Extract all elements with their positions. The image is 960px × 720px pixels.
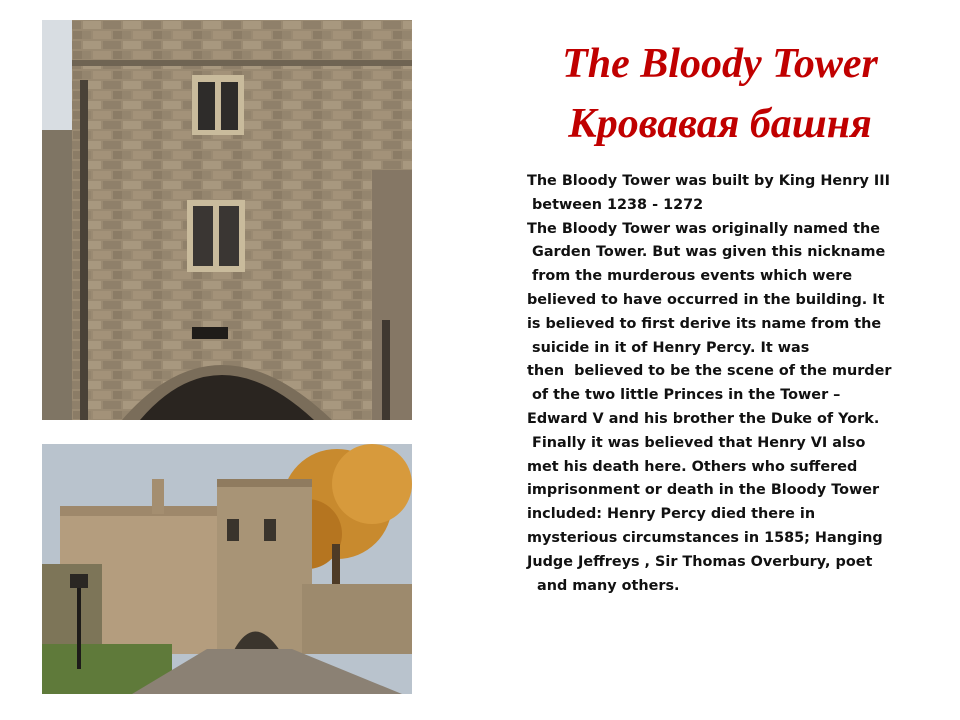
text-line: and many others. [527, 577, 680, 594]
text-line: believed to have occurred in the building. It [527, 291, 885, 308]
text-line: suicide in it of Henry Percy. It was [527, 339, 810, 356]
text-line: Garden Tower. But was given this nickname [527, 244, 886, 261]
text-line: is believed to first derive its name from the [527, 315, 882, 332]
tower-exterior-photo [42, 444, 412, 694]
text-line: Judge Jeffreys , Sir Thomas Overbury, poet [527, 553, 873, 570]
text-line: mysterious circumstances in 1585; Hanging [527, 529, 883, 546]
text-line: from the murderous events which were [527, 268, 853, 285]
text-line: The Bloody Tower was originally named the [527, 220, 880, 237]
text-line: Edward V and his brother the Duke of York. [527, 410, 880, 427]
title-english: The Bloody Tower [562, 41, 878, 87]
text-line: included: Henry Percy died there in [527, 506, 816, 523]
text-line: then believed to be the scene of the murder [527, 363, 892, 380]
description-text [527, 170, 937, 598]
title-russian: Кровавая башня [568, 101, 872, 147]
text-line: imprisonment or death in the Bloody Tower [527, 482, 880, 499]
text-line: Finally it was believed that Henry VI also [527, 434, 866, 451]
text-line: of the two little Princes in the Tower – [527, 387, 841, 404]
text-line: met his death here. Others who suffered [527, 458, 858, 475]
text-line: between 1238 - 1272 [527, 196, 704, 213]
text-line: The Bloody Tower was built by King Henry III [527, 173, 890, 189]
tower-closeup-photo [42, 20, 412, 420]
